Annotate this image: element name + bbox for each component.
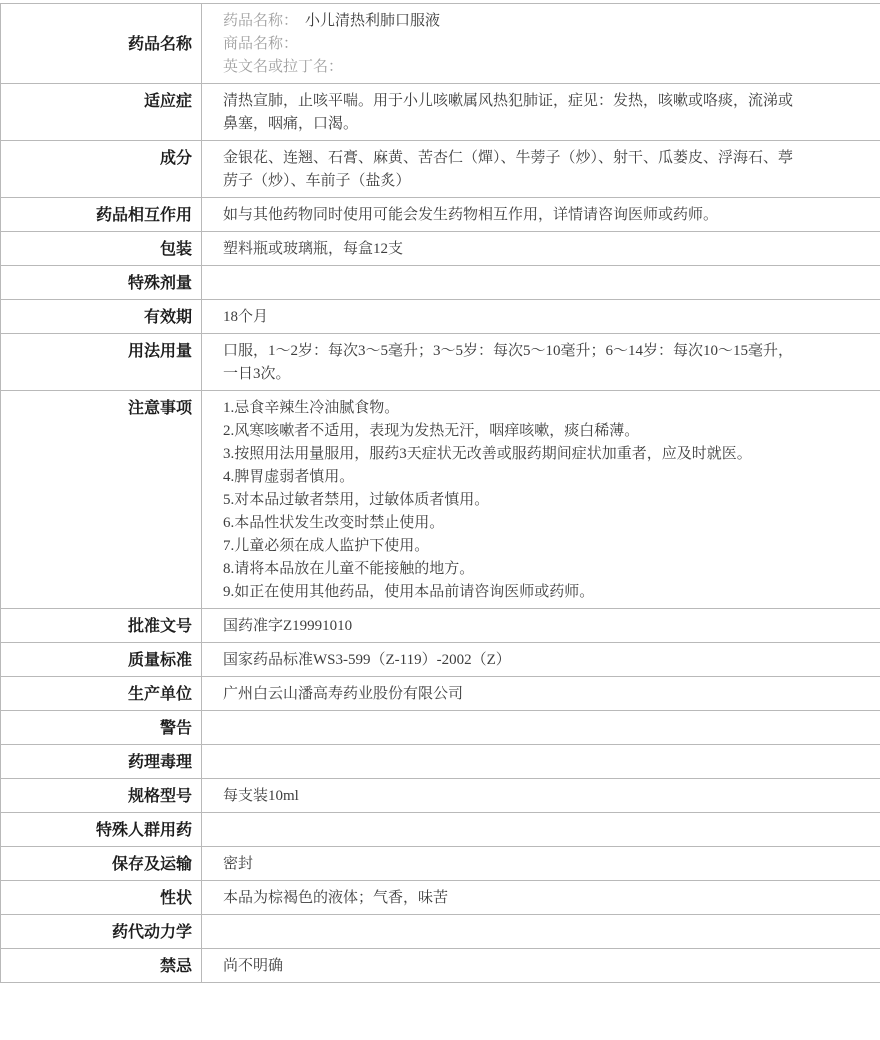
drug-info-table — [0, 3, 880, 983]
precaution-item: 4.脾胃虚弱者慎用。 — [223, 469, 355, 485]
row-label-dosage: 用法用量 — [1, 334, 202, 391]
precaution-item: 7.儿童必须在成人监护下使用。 — [223, 538, 430, 554]
row-label-storage-transport: 保存及运输 — [1, 847, 202, 881]
row-value-text: 清热宣肺，止咳平喘。用于小儿咳嗽属风热犯肺证，症见：发热，咳嗽或咯痰，流涕或鼻塞，咽痛，口渴。 — [223, 93, 794, 132]
precaution-item: 9.如正在使用其他药品，使用本品前请咨询医师或药师。 — [223, 584, 595, 600]
table-row-description — [1, 881, 880, 915]
row-value-warning — [202, 711, 880, 745]
row-value-quality-standard — [202, 643, 880, 677]
precaution-item: 8.请将本品放在儿童不能接触的地方。 — [223, 561, 475, 577]
row-label-warning: 警告 — [1, 711, 202, 745]
row-label-shelf-life: 有效期 — [1, 300, 202, 334]
row-value-text: 尚不明确 — [223, 958, 284, 974]
row-value-text: 如与其他药物同时使用可能会发生药物相互作用，详情请咨询医师或药师。 — [223, 207, 719, 223]
row-value-text — [223, 819, 802, 842]
row-value-text — [223, 272, 802, 295]
row-label-packaging: 包装 — [1, 232, 202, 266]
row-value-pharmacokinetics — [202, 915, 880, 949]
row-label-interactions: 药品相互作用 — [1, 198, 202, 232]
row-value-text: 国药准字Z19991010 — [223, 618, 353, 634]
row-value-text — [223, 921, 802, 944]
row-value-text: 国家药品标准WS3-599（Z-119）-2002（Z） — [223, 652, 511, 668]
row-label-special-dosage: 特殊剂量 — [1, 266, 202, 300]
row-value-description — [202, 881, 880, 915]
precaution-item: 2.风寒咳嗽者不适用，表现为发热无汗，咽痒咳嗽，痰白稀薄。 — [223, 423, 640, 439]
table-row-manufacturer — [1, 677, 880, 711]
precaution-item: 6.本品性状发生改变时禁止使用。 — [223, 515, 445, 531]
row-value-approval-number — [202, 609, 880, 643]
row-value-indications — [202, 84, 880, 141]
table-row-approval-number — [1, 609, 880, 643]
table-row-shelf-life — [1, 300, 880, 334]
table-row-pharmacology-toxicology — [1, 745, 880, 779]
precaution-item: 1.忌食辛辣生冷油腻食物。 — [223, 400, 400, 416]
inline-field-label: 商品名称： — [223, 36, 299, 52]
table-row-warning — [1, 711, 880, 745]
row-value-manufacturer — [202, 677, 880, 711]
table-row-dosage — [1, 334, 880, 391]
name-line — [223, 33, 802, 56]
row-value-precautions — [202, 391, 880, 609]
row-value-text: 金银花、连翘、石膏、麻黄、苦杏仁（燀）、牛蒡子（炒）、射干、瓜蒌皮、浮海石、葶苈子（炒）、车前子（盐炙） — [223, 150, 794, 189]
row-label-pharmacokinetics: 药代动力学 — [1, 915, 202, 949]
row-value-specification — [202, 779, 880, 813]
row-label-precautions: 注意事项 — [1, 391, 202, 609]
row-value-text: 本品为棕褐色的液体；气香，味苦 — [223, 890, 449, 906]
row-label-ingredients: 成分 — [1, 141, 202, 198]
row-value-special-dosage — [202, 266, 880, 300]
row-value-special-population — [202, 813, 880, 847]
table-row-ingredients — [1, 141, 880, 198]
precaution-item: 5.对本品过敏者禁用，过敏体质者慎用。 — [223, 492, 490, 508]
row-label-approval-number: 批准文号 — [1, 609, 202, 643]
row-label-manufacturer: 生产单位 — [1, 677, 202, 711]
row-value-text: 18个月 — [223, 309, 269, 325]
table-row-indications — [1, 84, 880, 141]
row-value-storage-transport — [202, 847, 880, 881]
row-value-text: 广州白云山潘高寿药业股份有限公司 — [223, 686, 464, 702]
row-value-text — [223, 751, 802, 774]
row-value-text: 密封 — [223, 856, 254, 872]
table-row-special-dosage — [1, 266, 880, 300]
name-line — [223, 10, 802, 33]
row-label-contraindications: 禁忌 — [1, 949, 202, 983]
row-label-description: 性状 — [1, 881, 202, 915]
row-value-packaging — [202, 232, 880, 266]
inline-field-label: 药品名称： — [223, 13, 299, 29]
row-label-drug-name: 药品名称 — [1, 4, 202, 84]
name-line — [223, 56, 802, 79]
row-value-text: 塑料瓶或玻璃瓶，每盒12支 — [223, 241, 404, 257]
drug-info-rows — [1, 4, 880, 983]
row-value-shelf-life — [202, 300, 880, 334]
precaution-item: 3.按照用法用量服用，服药3天症状无改善或服药期间症状加重者，应及时就医。 — [223, 446, 752, 462]
table-row-interactions — [1, 198, 880, 232]
inline-field-value: 小儿清热利肺口服液 — [305, 13, 441, 29]
table-row-special-population — [1, 813, 880, 847]
row-label-quality-standard: 质量标准 — [1, 643, 202, 677]
row-value-text: 每支装10ml — [223, 788, 299, 804]
table-row-storage-transport — [1, 847, 880, 881]
table-row-packaging — [1, 232, 880, 266]
row-label-pharmacology-toxicology: 药理毒理 — [1, 745, 202, 779]
row-value-ingredients — [202, 141, 880, 198]
table-row-drug-name — [1, 4, 880, 84]
table-row-contraindications — [1, 949, 880, 983]
row-label-indications: 适应症 — [1, 84, 202, 141]
row-value-contraindications — [202, 949, 880, 983]
row-value-interactions — [202, 198, 880, 232]
row-label-specification: 规格型号 — [1, 779, 202, 813]
row-value-text: 口服，1～2岁：每次3～5毫升；3～5岁：每次5～10毫升；6～14岁：每次10～15毫升，一日3次。 — [223, 343, 794, 382]
table-row-quality-standard — [1, 643, 880, 677]
row-value-text — [223, 717, 802, 740]
inline-field-label: 英文名或拉丁名： — [223, 59, 344, 75]
row-value-pharmacology-toxicology — [202, 745, 880, 779]
table-row-specification — [1, 779, 880, 813]
row-value-drug-name — [202, 4, 880, 84]
table-row-precautions — [1, 391, 880, 609]
row-value-dosage — [202, 334, 880, 391]
table-row-pharmacokinetics — [1, 915, 880, 949]
row-label-special-population: 特殊人群用药 — [1, 813, 202, 847]
